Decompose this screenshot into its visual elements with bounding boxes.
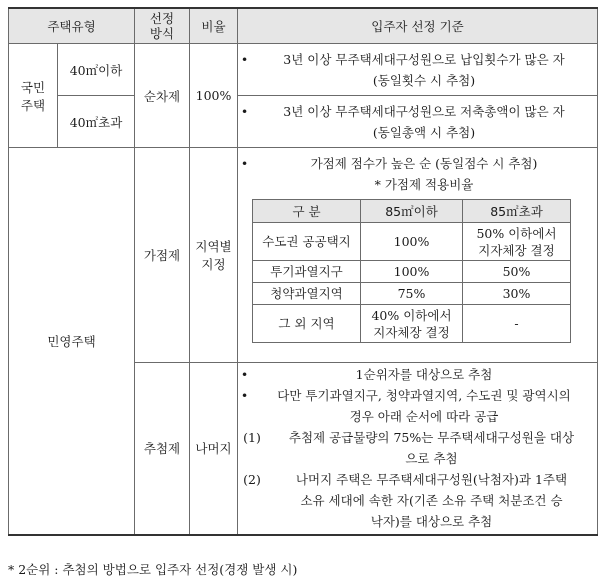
table-row: 수도권 공공택지 100% 50% 이하에서 지자체장 결정 [253, 223, 571, 261]
header-ratio: 비율 [190, 8, 238, 44]
bullet-icon: • [240, 367, 249, 383]
national-ratio: 100% [190, 44, 238, 148]
points-header-category: 구 분 [253, 200, 361, 223]
table-row: 그 외 지역 40% 이하에서 지자체장 결정 - [253, 305, 571, 343]
housing-selection-table [8, 7, 598, 536]
private-lottery-criteria: • 1순위자를 대상으로 추첨 • 다만 투기과열지구, 청약과열지역, 수도권 및 광역시의 경우 아래 순서에 따라 공급 (1) 추첨제 공급물량의 75%는 무주택세대구성원을 대상 으로 추첨 (2) 나머지 주택은 무주택세대구성원(낙첨자)과 1주택 소유 세대에 속한 자(기존 소유 주택 처분조건 승 낙자)를 대상으로 추첨 [238, 363, 598, 535]
private-lottery-method: 추첨제 [135, 363, 190, 535]
points-ratio-table [252, 199, 571, 343]
points-header-small: 85㎡이하 [361, 200, 463, 223]
national-housing-label: 국민 주택 [9, 44, 58, 148]
national-criteria-large: • 3년 이상 무주택세대구성원으로 저축총액이 많은 자 (동일총액 시 추첨) [238, 96, 598, 148]
national-method: 순차제 [135, 44, 190, 148]
private-lottery-ratio: 나머지 [190, 363, 238, 535]
housing-selection-table-wrapper [8, 7, 597, 536]
header-criteria: 입주자 선정 기준 [238, 8, 598, 44]
table-row: 투기과열지구 100% 50% [253, 261, 571, 283]
header-selection-method: 선정 방식 [135, 8, 190, 44]
private-points-row [9, 148, 598, 363]
national-small-row [9, 44, 598, 96]
national-size-large: 40㎡초과 [58, 96, 135, 148]
private-points-method: 가점제 [135, 148, 190, 363]
bullet-icon: • [240, 156, 249, 171]
header-row [9, 8, 598, 44]
points-ratio-header [253, 200, 571, 223]
footnote: * 2순위 : 추첨의 방법으로 입주자 선정(경쟁 발생 시) [8, 562, 298, 577]
national-size-small: 40㎡이하 [58, 44, 135, 96]
bullet-icon: • [240, 103, 249, 119]
header-housing-type: 주택유형 [9, 8, 135, 44]
bullet-icon: • [240, 51, 249, 67]
bullet-icon: • [240, 388, 249, 404]
national-criteria-small: • 3년 이상 무주택세대구성원으로 납입횟수가 많은 자 (동일횟수 시 추첨) [238, 44, 598, 96]
private-housing-label: 민영주택 [9, 148, 135, 535]
national-large-row [9, 96, 598, 148]
private-points-criteria: • 가점제 점수가 높은 순 (동일점수 시 추첨) * 가점제 적용비율 구 분 85㎡이하 85㎡초과 수도권 공공택지 100% 50% 이하에서 지자체장 결정 투기과열지구 100% 50% 청약과열지역 75% 30% 그 외 지역 40% 이하에서 지자체장 결정 - [238, 148, 598, 363]
points-header-large: 85㎡초과 [463, 200, 571, 223]
private-points-ratio: 지역별 지정 [190, 148, 238, 363]
table-row: 청약과열지역 75% 30% [253, 283, 571, 305]
